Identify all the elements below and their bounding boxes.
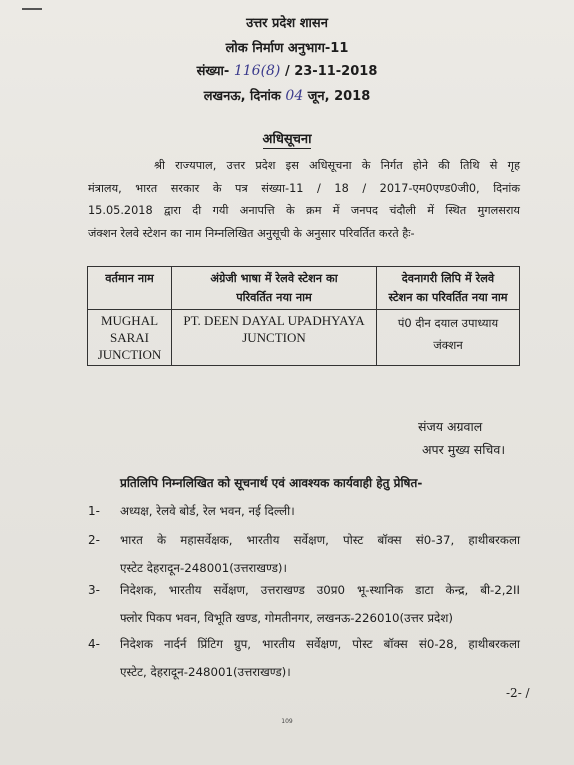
body-line: श्री राज्यपाल, उत्तर प्रदेश इस अधिसूचना के निर्गत होने की तिथि से गृह — [154, 159, 520, 172]
sankhya-date: / 23-11-2018 — [284, 64, 378, 79]
department-header: लोक निर्माण अनुभाग-11 — [225, 41, 349, 56]
place-label: लखनऊ, दिनांक — [203, 89, 281, 104]
corner-mark — [22, 0, 42, 10]
cell-english-name: PT. DEEN DAYAL UPADHYAYA JUNCTION — [172, 310, 377, 366]
handwritten-number: 116(8) — [233, 63, 281, 79]
place-month-year: जून, 2018 — [307, 89, 371, 104]
sankhya-label: संख्या- — [196, 64, 230, 79]
cell-current-name: MUGHAL SARAI JUNCTION — [88, 310, 172, 366]
next-page-marker: -2- / — [506, 686, 530, 700]
recipient-number: 2- — [88, 533, 100, 547]
reference-number — [0, 61, 574, 79]
copy-heading: प्रतिलिपि निम्नलिखित को सूचनार्थ एवं आवश्यक कार्यवाही हेतु प्रेषित- — [120, 476, 423, 490]
recipient-number: 1- — [88, 504, 100, 518]
signatory-designation: अपर मुख्य सचिव। — [422, 442, 506, 457]
notification-title: अधिसूचना — [262, 132, 312, 147]
recipient-number: 4- — [88, 637, 100, 651]
table-header-row — [88, 267, 520, 310]
recipient-item: निदेशक, भारतीय सर्वेक्षण, उत्तराखण्ड उ0प्र0 भू-स्थानिक डाटा केन्द्र, बी-2,2II फ्लोर पिकप भवन, विभूति खण्ड, गोमतीनगर, लखनऊ-226010(उत्तर प्रदेश) — [120, 583, 520, 625]
handwritten-day: 04 — [285, 88, 304, 104]
schedule-table — [87, 266, 520, 366]
recipient-item: निदेशक नार्दर्न प्रिंटिग ग्रुप, भारतीय सर्वेक्षण, पोस्ट बॉक्स सं0-28, हाथीबरकला एस्टेट, देहरादून-248001(उत्तराखण्ड)। — [120, 637, 520, 679]
place-date — [0, 86, 574, 104]
page-number: 109 — [281, 718, 293, 725]
body-paragraph — [88, 155, 520, 245]
recipient-number: 3- — [88, 583, 100, 597]
col-header-english: अंग्रेजी भाषा में रेलवे स्टेशन का परिवर्तित नया नाम — [172, 267, 377, 310]
body-line: जंक्शन रेलवे स्टेशन का नाम निम्नलिखित अनुसूची के अनुसार परिवर्तित करते हैः- — [88, 226, 415, 240]
col-header-hindi: देवनागरी लिपि में रेलवे स्टेशन का परिवर्तित नया नाम — [377, 267, 520, 310]
cell-hindi-name: पं0 दीन दयाल उपाध्याय जंक्शन — [377, 310, 520, 366]
govt-header: उत्तर प्रदेश शासन — [246, 16, 328, 31]
recipient-item: अध्यक्ष, रेलवे बोर्ड, रेल भवन, नई दिल्ली। — [120, 504, 295, 518]
body-line: मंत्रालय, भारत सरकार के पत्र संख्या-11 / 18 / 2017-एम0एण्ड0जी0, दिनांक — [88, 181, 520, 195]
body-line: 15.05.2018 द्वारा दी गयी अनापत्ति के क्रम में जनपद चंदौली में स्थित मुगलसराय — [88, 204, 520, 217]
recipient-item: भारत के महासर्वेक्षक, भारतीय सर्वेक्षण, पोस्ट बॉक्स सं0-37, हाथीबरकला एस्टेट देहरादून-248001(उत्तराखण्ड)। — [120, 533, 520, 575]
table-row — [88, 310, 520, 366]
signatory-name: संजय अग्रवाल — [418, 419, 483, 434]
col-header-current: वर्तमान नाम — [88, 267, 172, 310]
